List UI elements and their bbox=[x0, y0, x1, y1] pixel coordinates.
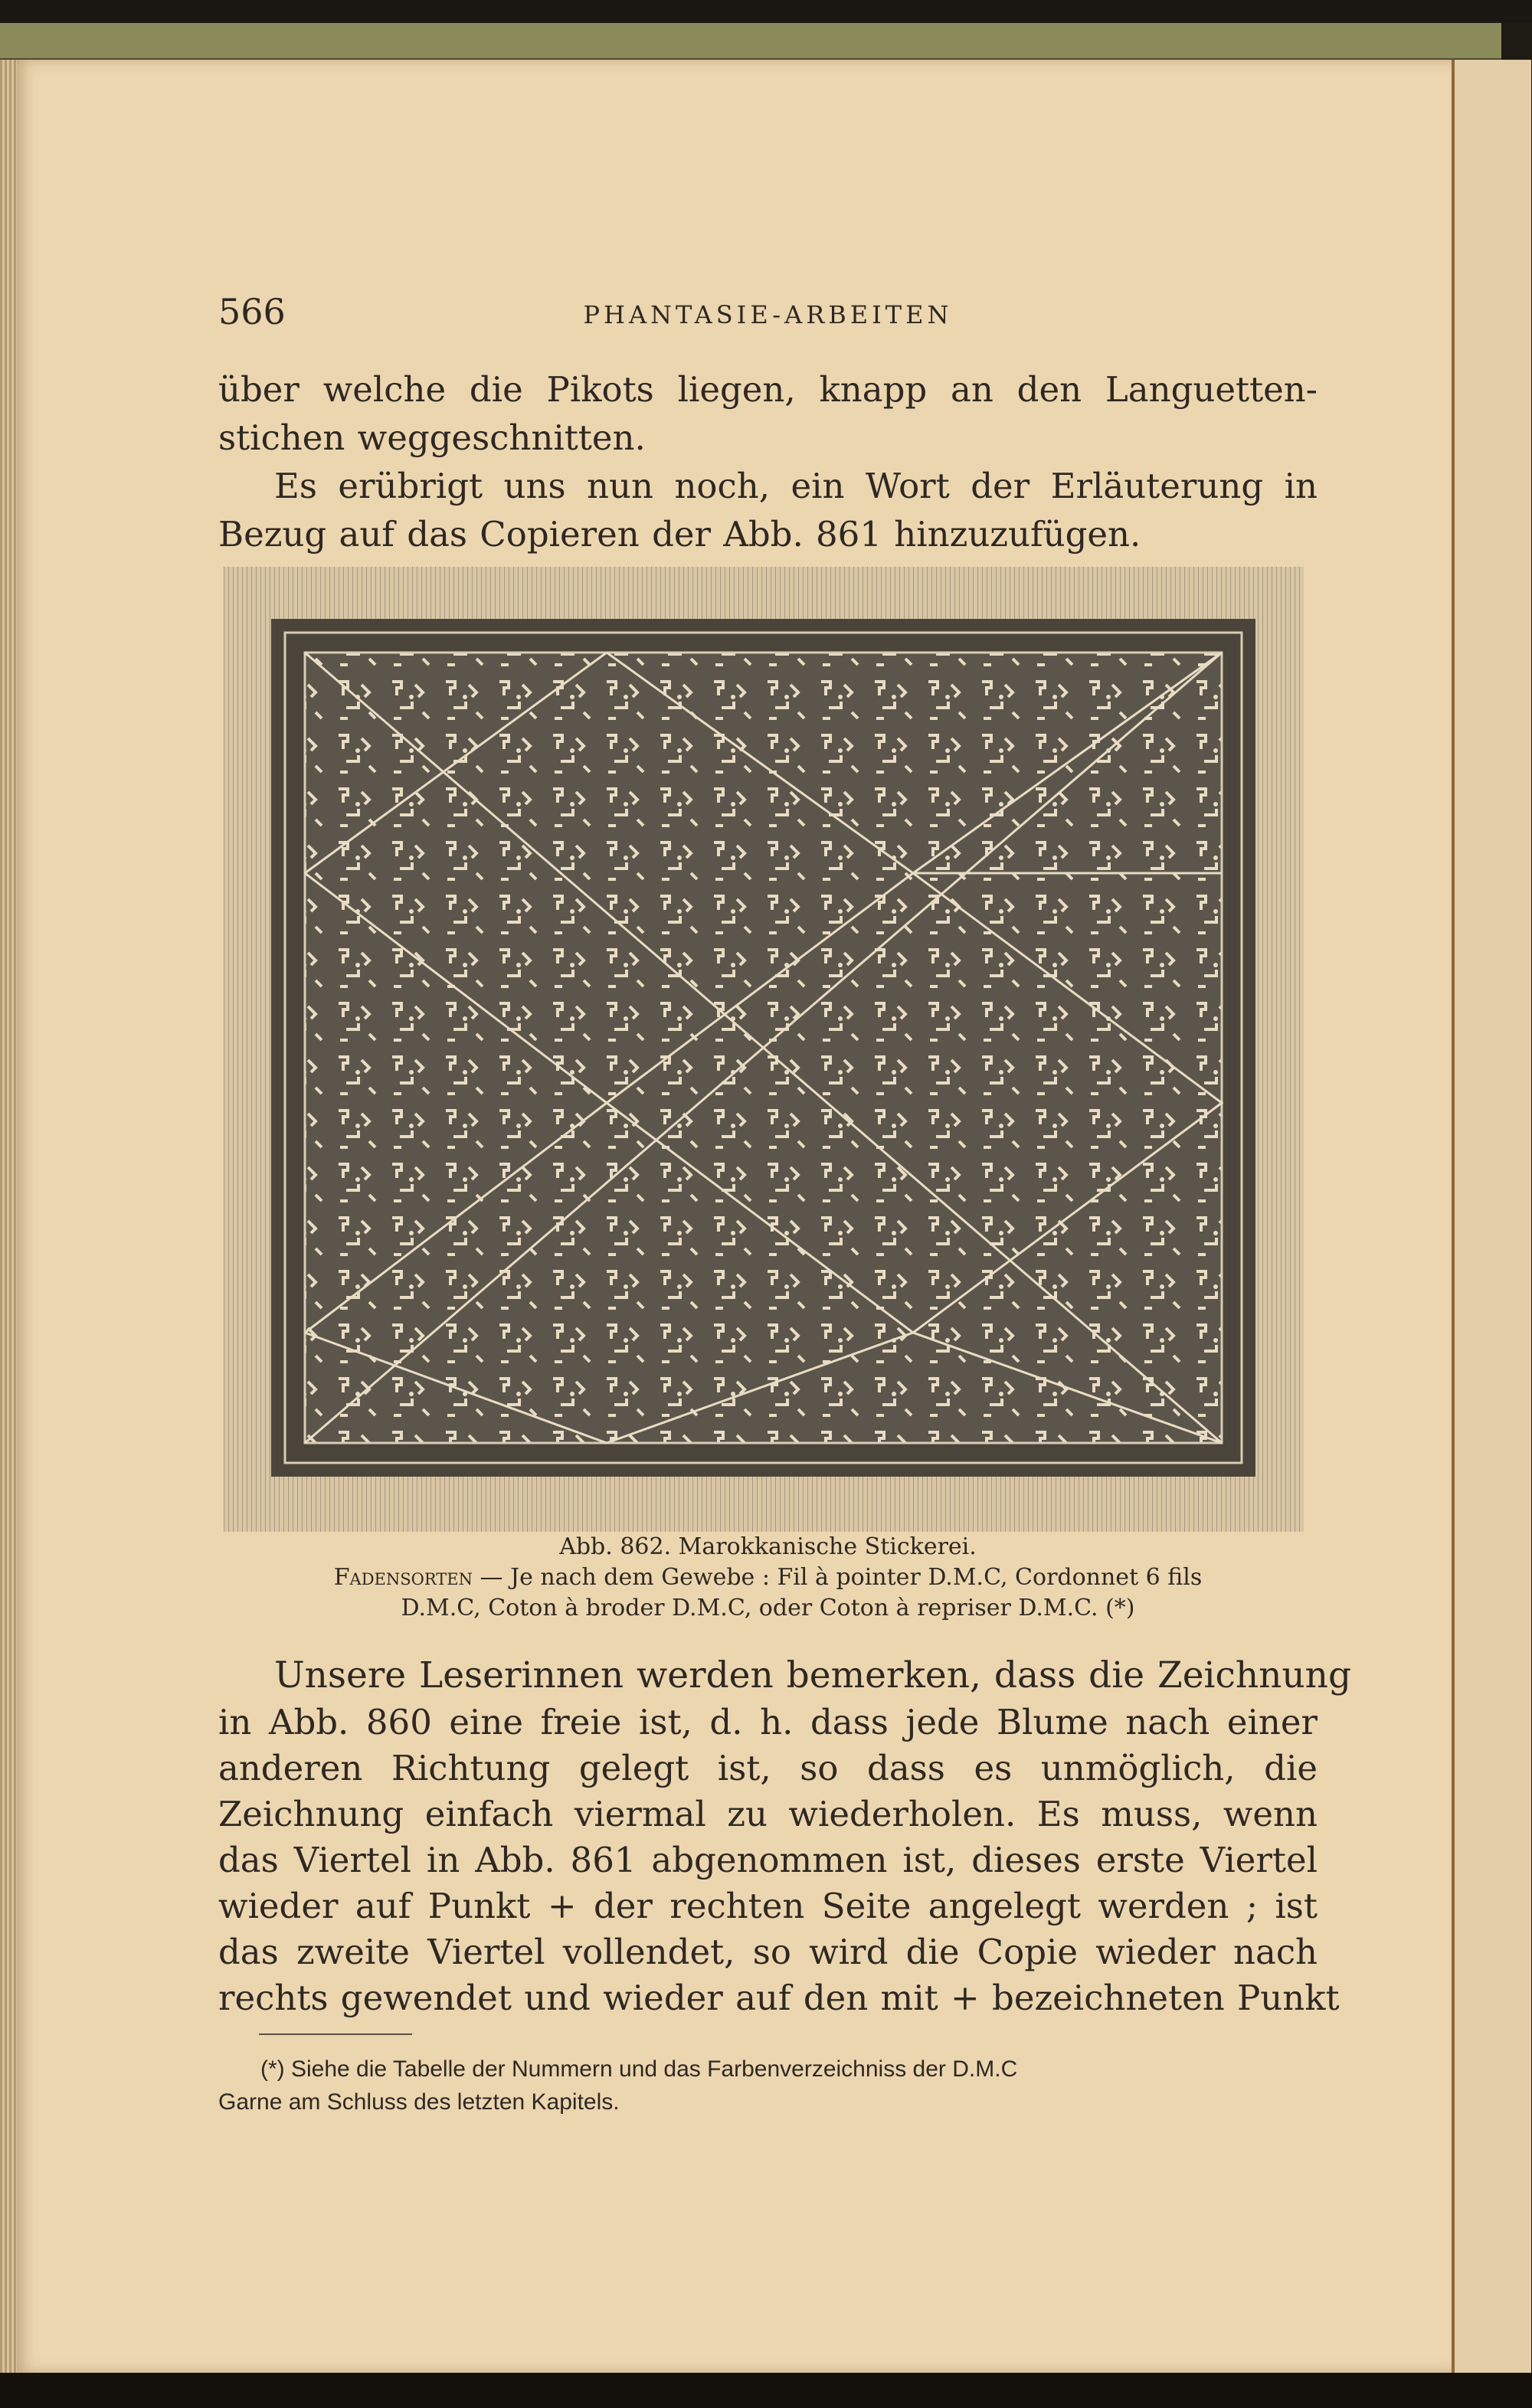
text-line: Unsere Leserinnen werden bemerken, dass die Zeichnung bbox=[274, 1654, 1352, 1696]
text-line: anderen Richtung gelegt ist, so dass es unmöglich, die bbox=[218, 1748, 1318, 1788]
text-line: Zeichnung einfach viermal zu wiederholen. Es muss, wenn bbox=[218, 1794, 1318, 1834]
thread-types-text: — Je nach dem Gewebe : Fil à pointer D.M.C, Cordonnet 6 fils bbox=[473, 1564, 1203, 1591]
footnote-line: (*) Siehe die Tabelle der Nummern und das Farbenverzeichniss der D.M.C bbox=[260, 2056, 1018, 2082]
figure-caption: Abb. 862. Marokkanische Stickerei. bbox=[559, 1533, 977, 1560]
page-header bbox=[218, 291, 1318, 337]
moroccan-embroidery-illustration bbox=[224, 567, 1304, 1532]
text-line: das zweite Viertel vollendet, so wird die Copie wieder nach bbox=[218, 1932, 1318, 1972]
thread-types-line-2: D.M.C, Coton à broder D.M.C, oder Coton à repriser D.M.C. (*) bbox=[401, 1595, 1135, 1621]
text-line: rechts gewendet und wieder auf den mit + bezeichneten Punkt bbox=[218, 1978, 1340, 2018]
page-stack-edge bbox=[0, 60, 17, 2373]
text-line: in Abb. 860 eine freie ist, d. h. dass jede Blume nach einer bbox=[218, 1702, 1318, 1742]
scan-background-top bbox=[0, 0, 1532, 23]
thread-types-line bbox=[218, 1564, 1318, 1591]
text-line: stichen weggeschnitten. bbox=[218, 417, 646, 458]
thread-types-label: Fadensorten bbox=[333, 1564, 473, 1591]
running-title: PHANTASIE-ARBEITEN bbox=[583, 300, 953, 329]
book-cover-edge bbox=[0, 23, 1501, 61]
page-number: 566 bbox=[218, 291, 286, 332]
scan-background-bottom bbox=[0, 2373, 1532, 2408]
text-line: Es erübrigt uns nun noch, ein Wort der Erläuterung in bbox=[274, 466, 1318, 506]
text-line: Bezug auf das Copieren der Abb. 861 hinzuzufügen. bbox=[218, 514, 1141, 555]
footnote-line: Garne am Schluss des letzten Kapitels. bbox=[218, 2089, 620, 2115]
next-page-edge bbox=[1452, 60, 1531, 2373]
text-line: wieder auf Punkt + der rechten Seite angelegt werden ; ist bbox=[218, 1886, 1318, 1926]
text-line: über welche die Pikots liegen, knapp an den Languetten- bbox=[218, 369, 1318, 410]
footnote-rule bbox=[259, 2033, 412, 2035]
text-line: das Viertel in Abb. 861 abgenommen ist, dieses erste Viertel bbox=[218, 1840, 1318, 1880]
